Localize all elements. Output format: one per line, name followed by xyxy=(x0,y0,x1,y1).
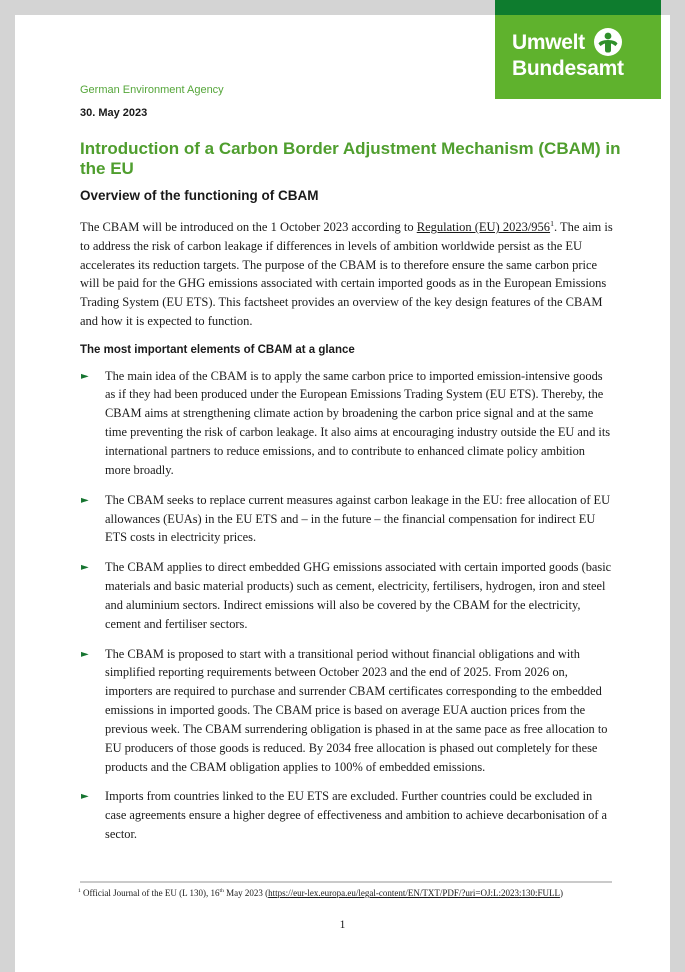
footnote-separator xyxy=(80,881,612,883)
bullet-triangle-icon: ► xyxy=(81,370,89,382)
document-title: Introduction of a Carbon Border Adjustment Mechanism (CBAM) in the EU xyxy=(80,139,621,179)
uba-person-icon xyxy=(594,28,622,56)
uba-logo xyxy=(495,0,661,99)
logo-body xyxy=(495,15,661,99)
footnote-text: Official Journal of the EU (L 130), 16 xyxy=(80,888,220,898)
bullet-triangle-icon: ► xyxy=(81,791,89,803)
footnote-ordinal: th xyxy=(219,888,224,894)
bullet-triangle-icon: ► xyxy=(81,562,89,574)
document-date: 30. May 2023 xyxy=(80,107,148,119)
footnote-text: May 2023 ( xyxy=(223,888,269,898)
bullet-item-replace-measures xyxy=(80,491,613,548)
page-number: 1 xyxy=(339,919,346,931)
document-subtitle: Overview of the functioning of CBAM xyxy=(80,188,319,204)
bullet-triangle-icon: ► xyxy=(81,648,89,660)
bullet-item-main-idea xyxy=(80,367,613,480)
intro-text-after-link: . The aim is to address the risk of carbon leakage if differences in levels of ambition worldwide persist as the EU accelerates its reduction targets. The purpose of the CBAM is to therefore ensure the same carbon price will be paid for the GHG emissions associated with certain imported goods as in the European Emissions Trading System (EU ETS). This factsheet provides an overview of the key design features of the CBAM and how it is expected to function. xyxy=(80,220,613,328)
glance-heading: The most important elements of CBAM at a glance xyxy=(80,343,355,356)
footnote-text: ) xyxy=(559,888,563,898)
logo-text-umwelt: Umwelt xyxy=(512,30,585,54)
intro-text-before-link: The CBAM will be introduced on the 1 October 2023 according to xyxy=(80,220,417,235)
eur-lex-link[interactable]: https://eur-lex.europa.eu/legal-content/EN/TXT/PDF/?uri=OJ:L:2023:130:FULL xyxy=(268,888,560,898)
regulation-link[interactable]: Regulation (EU) 2023/956 xyxy=(416,220,551,235)
footnote-reference: 1 xyxy=(550,218,554,228)
bullet-item-scope-sectors xyxy=(80,558,613,633)
footnote xyxy=(78,888,626,900)
bullet-text: The CBAM seeks to replace current measures against carbon leakage in the EU: free allocation of EU allowances (EUAs) in the EU ETS and – in the future – the financial compensation for indirect EU ETS costs in electricity prices. xyxy=(105,492,611,545)
bullet-text: The CBAM applies to direct embedded GHG emissions associated with certain imported goods (basic materials and basic material products) such as cement, electricity, fertilisers, hydrogen, iron and steel and aluminium sectors. Indirect emissions will also be covered by the CBAM for the electricity, cement and fertiliser sectors. xyxy=(105,560,612,631)
bullet-item-transitional-period xyxy=(80,645,613,777)
document-page xyxy=(15,15,670,972)
bullet-text: The CBAM is proposed to start with a transitional period without financial obligations and with simplified reporting requirements between October 2023 and the end of 2025. From 2026 on, importers are required to purchase and surrender CBAM certificates corresponding to the embedded emissions in imported goods. The CBAM price is based on average EUA auction prices from the previous week. The CBAM surrendering obligation is phased in at the same pace as free allocation to EU producers of those goods is reduced. By 2034 free allocation is phased out completely for these products and the CBAM obligation applies to 100% of embedded emissions. xyxy=(105,646,608,774)
logo-text-bundesamt: Bundesamt xyxy=(512,57,624,80)
bullet-text: Imports from countries linked to the EU ETS are excluded. Further countries could be excluded in case agreements ensure a higher degree of effectiveness and ambition to achieve decarbonisation of a sector. xyxy=(105,789,608,842)
logo-top-bar xyxy=(495,0,661,15)
bullet-triangle-icon: ► xyxy=(81,494,89,506)
bullet-list xyxy=(80,367,613,844)
bullet-text: The main idea of the CBAM is to apply the same carbon price to imported emission-intensive goods as if they had been produced under the European Emissions Trading System (EU ETS). Thereby, the CBAM aims at strengthening climate action by broadening the carbon price signal and at the same time preventing the risk of carbon leakage. It also aims at encouraging industry outside the EU and its international partners to reduce emissions, and to contribute to enhanced climate policy ambition more broadly. xyxy=(105,368,611,477)
intro-paragraph xyxy=(80,218,613,331)
footnote-number: 1 xyxy=(78,888,81,894)
bullet-item-excluded-countries xyxy=(80,787,613,844)
agency-name: German Environment Agency xyxy=(80,84,224,96)
